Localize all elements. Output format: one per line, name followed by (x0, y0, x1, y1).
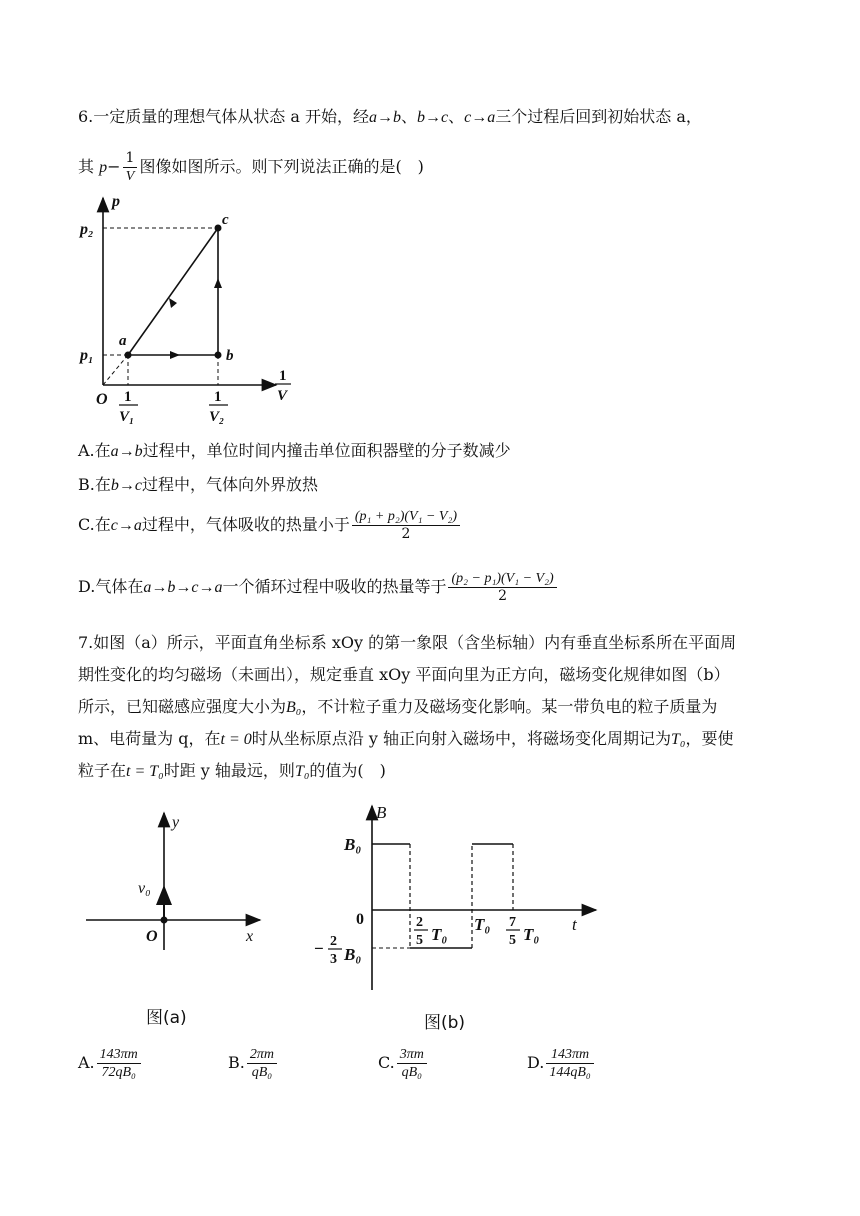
option-text: 过程中，气体吸收的热量小于 (141, 515, 350, 534)
q7-option-c[interactable] (378, 1046, 429, 1081)
option-process: a→b (110, 443, 143, 460)
q7-option-b[interactable] (228, 1046, 279, 1081)
x-axis-num: 1 (279, 368, 287, 384)
symbol-B0: B₀ (286, 699, 302, 716)
q6-option-d[interactable] (78, 570, 559, 605)
option-label: D. (527, 1053, 545, 1072)
q7-stem-text: 期性变化的均匀磁场（未画出），规定垂直 xOy 平面向里为正方向，磁场变化规律如图（b） (78, 665, 730, 684)
x-axis-label: x (246, 928, 254, 945)
q7-stem-line-2 (78, 664, 730, 686)
y-axis-label: y (172, 814, 180, 831)
point-a-label: a (119, 333, 127, 349)
neg-b0: B₀ (344, 945, 362, 964)
q6-stem-text: 其 (78, 157, 95, 176)
option-process: c→a (110, 517, 142, 534)
q6-option-b[interactable] (78, 474, 318, 497)
p1-label: p₁ (80, 347, 94, 364)
separator: 、 (448, 107, 465, 126)
process-ca: c→a (464, 109, 496, 126)
arrow-ca (169, 298, 177, 308)
origin-label: O (96, 391, 108, 408)
option-text: B.在 (78, 475, 111, 494)
fraction-numerator: 143πm (546, 1046, 593, 1064)
q7-stem-line-4 (78, 728, 733, 751)
q7-option-d[interactable] (527, 1046, 596, 1081)
fraction-denominator: 72qB₀ (101, 1065, 136, 1080)
fraction-1-over-V (123, 150, 138, 185)
option-label: A. (78, 1053, 95, 1072)
option-process: b→c (110, 477, 142, 494)
x2-den: V₂ (209, 409, 225, 425)
option-c-fraction (352, 508, 460, 543)
arrow-bc (214, 278, 222, 288)
symbol-p: p (99, 159, 108, 176)
option-d-fraction (546, 1046, 593, 1081)
guide-origin-a (103, 355, 128, 385)
q7-stem-text: ，不计粒子重力及磁场变化影响。某一带负电的粒子质量为 (301, 697, 718, 716)
q7-stem-text: 的值为( ) (309, 761, 386, 780)
q6-stem-line-2 (78, 150, 424, 185)
point-b-dot (215, 352, 222, 359)
option-label: C. (378, 1053, 395, 1072)
option-text: A.在 (78, 441, 111, 460)
symbol-t-T0: t = T₀ (126, 763, 164, 780)
figure-a-caption: 图(a) (146, 1008, 187, 1028)
option-label: B. (228, 1053, 245, 1072)
neg-sign: − (314, 939, 324, 958)
symbol-T0: T₀ (670, 731, 686, 748)
t3-num: 7 (509, 915, 516, 930)
v0-label: v₀ (138, 880, 151, 897)
process-bc: b→c (417, 109, 449, 126)
t1-den: 5 (416, 933, 423, 948)
x1-den: V₁ (119, 409, 135, 425)
q7-stem-line-5 (78, 760, 386, 783)
fraction-numerator: 2πm (247, 1046, 277, 1064)
minus-sign: − (107, 157, 121, 176)
q7-figure-a (80, 805, 280, 955)
zero-label: 0 (356, 911, 364, 928)
point-c-dot (215, 225, 222, 232)
q7-stem-text: 时从坐标原点沿 y 轴正向射入磁场中，将磁场变化周期记为 (251, 729, 671, 748)
q7-stem-text: 所示，已知磁感应强度大小为 (78, 697, 287, 716)
b0-label: B₀ (344, 835, 362, 854)
point-c-label: c (222, 212, 229, 228)
t1-T0: T₀ (431, 925, 448, 944)
option-c-fraction (397, 1046, 427, 1081)
t3-T0: T₀ (523, 925, 540, 944)
option-text: 一个循环过程中吸收的热量等于 (222, 577, 447, 596)
t1-num: 2 (416, 915, 423, 930)
p2-label: p₂ (80, 221, 94, 238)
fraction-denominator: V (125, 169, 135, 184)
q7-stem-text: 7.如图（a）所示，平面直角坐标系 xOy 的第一象限（含坐标轴）内有垂直坐标系所在平面周 (78, 633, 737, 652)
fraction-numerator: (p₂ − p₁)(V₁ − V₂) (448, 570, 556, 588)
q7-stem-text: m、电荷量为 q，在 (78, 729, 221, 748)
q6-stem-line-1 (78, 106, 702, 129)
q7-figure-b (306, 800, 606, 1000)
t-axis-label: t (572, 915, 577, 934)
figure-b-caption: 图(b) (424, 1013, 466, 1033)
b-axis-label: B (376, 803, 387, 822)
process-ab: a→b (368, 109, 401, 126)
fraction-denominator: qB₀ (401, 1065, 423, 1080)
fraction-denominator: qB₀ (251, 1065, 273, 1080)
x-axis-den: V (277, 388, 288, 404)
option-text: C.在 (78, 515, 111, 534)
neg-den: 3 (330, 952, 337, 967)
q6-stem-text: 图像如图所示。则下列说法正确的是( ) (139, 157, 424, 176)
option-text: D.气体在 (78, 577, 144, 596)
q6-option-a[interactable] (78, 440, 511, 463)
option-text: 过程中，气体向外界放热 (141, 475, 318, 494)
t3-den: 5 (509, 933, 516, 948)
arrow-ab (170, 351, 180, 359)
fraction-numerator: (p₁ + p₂)(V₁ − V₂) (352, 508, 460, 526)
q7-stem-text: 粒子在 (78, 761, 127, 780)
fraction-numerator: 143πm (97, 1046, 141, 1064)
option-b-fraction (247, 1046, 277, 1081)
q6-stem-text: 6.一定质量的理想气体从状态 a 开始，经 (78, 107, 369, 126)
t2-T0: T₀ (474, 915, 491, 934)
fraction-denominator: 144qB₀ (549, 1065, 591, 1080)
point-b-label: b (226, 348, 234, 364)
fraction-numerator: 1 (123, 150, 138, 168)
q6-stem-text: 三个过程后回到初始状态 a， (495, 107, 702, 126)
q7-option-a[interactable] (78, 1046, 143, 1081)
symbol-t-zero: t = 0 (220, 731, 252, 748)
q7-stem-text: 时距 y 轴最远，则 (163, 761, 295, 780)
separator: 、 (400, 107, 417, 126)
origin-label: O (146, 928, 158, 945)
p-axis-label: p (112, 193, 120, 210)
x1-num: 1 (124, 389, 132, 405)
option-process: a→b→c→a (143, 579, 223, 596)
option-a-fraction (97, 1046, 141, 1081)
q6-pv-diagram (76, 190, 306, 435)
x2-num: 1 (214, 389, 222, 405)
q7-stem-line-3 (78, 696, 717, 719)
q7-stem-text: ，要使 (685, 729, 734, 748)
process-line-ca (128, 228, 218, 355)
fraction-numerator: 3πm (397, 1046, 427, 1064)
point-a-dot (125, 352, 132, 359)
option-d-fraction (448, 570, 556, 605)
fraction-denominator: 2 (498, 588, 507, 604)
origin-dot (161, 917, 168, 924)
symbol-T0: T₀ (294, 763, 310, 780)
fraction-denominator: 2 (401, 526, 411, 542)
neg-num: 2 (330, 934, 337, 949)
q7-stem-line-1 (78, 632, 736, 654)
option-text: 过程中，单位时间内撞击单位面积器壁的分子数减少 (142, 441, 511, 460)
q6-option-c[interactable] (78, 508, 462, 543)
